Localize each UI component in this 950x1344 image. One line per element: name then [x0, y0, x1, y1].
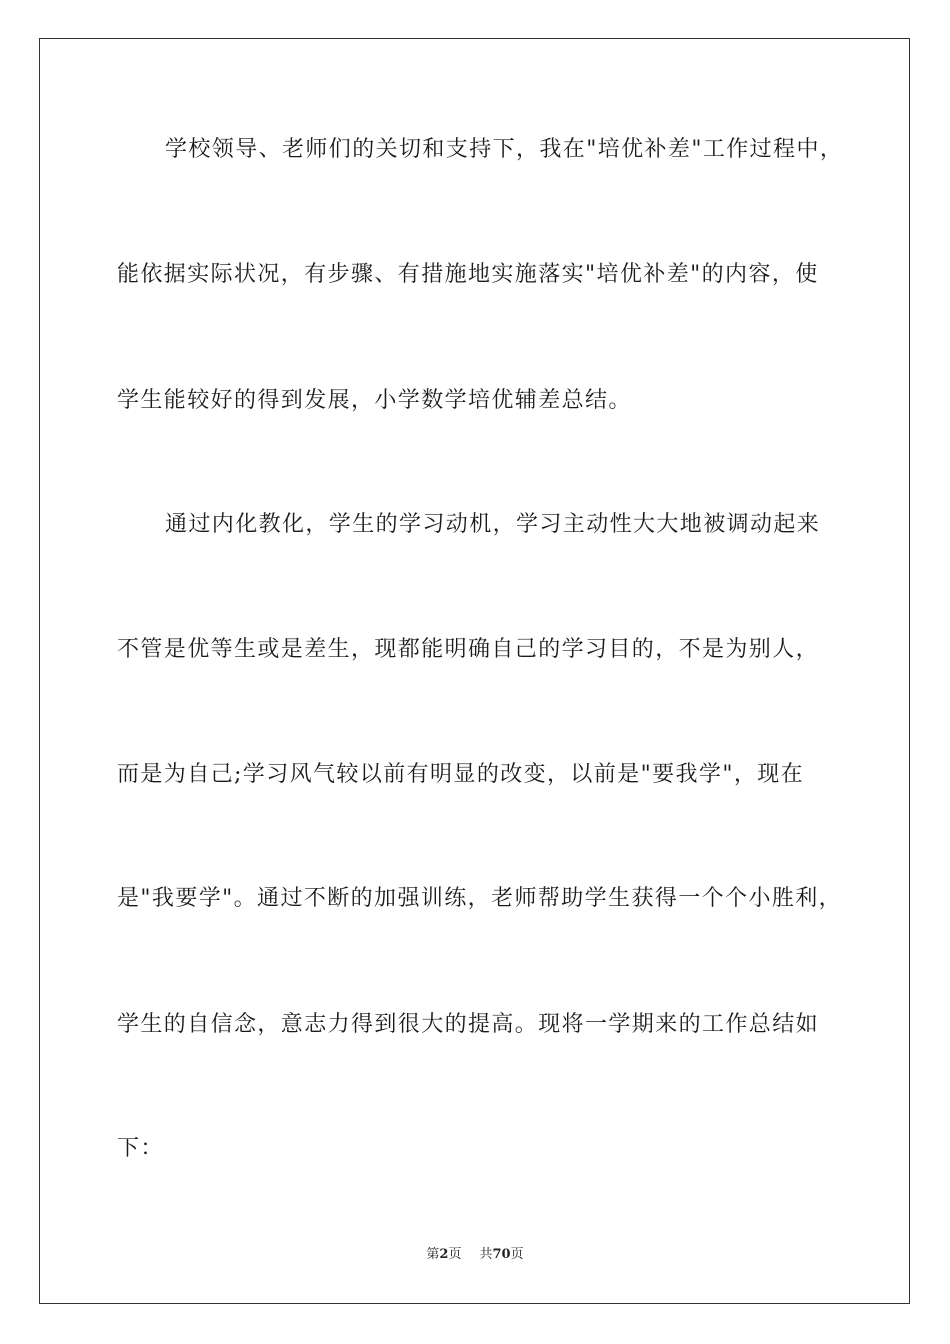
text-line: 学生能较好的得到发展，小学数学培优辅差总结。 — [117, 388, 632, 413]
total-pages: 70 — [492, 1247, 511, 1262]
text-line: 通过内化教化，学生的学习动机，学习主动性大大地被调动起来 — [165, 512, 821, 537]
page-suffix: 页 — [448, 1247, 462, 1262]
text-line: 而是为自己;学习风气较以前有明显的改变，以前是"要我学"，现在 — [117, 762, 805, 787]
text-line: 是"我要学"。通过不断的加强训练，老师帮助学生获得一个个小胜利， — [117, 886, 843, 911]
page-footer — [0, 1247, 950, 1263]
text-line: 学生的自信念，意志力得到很大的提高。现将一学期来的工作总结如 — [117, 1012, 820, 1037]
total-suffix: 页 — [510, 1247, 524, 1262]
page-border — [39, 38, 910, 1304]
total-prefix: 共 — [479, 1247, 493, 1262]
page-number: 2 — [439, 1247, 449, 1262]
page-prefix: 第 — [426, 1247, 440, 1262]
text-line: 学校领导、老师们的关切和支持下，我在"培优补差"工作过程中， — [165, 137, 844, 162]
text-line: 不管是优等生或是差生，现都能明确自己的学习目的，不是为别人， — [117, 637, 820, 662]
text-line: 能依据实际状况，有步骤、有措施地实施落实"培优补差"的内容，使 — [117, 262, 819, 287]
text-line: 下： — [117, 1136, 164, 1161]
